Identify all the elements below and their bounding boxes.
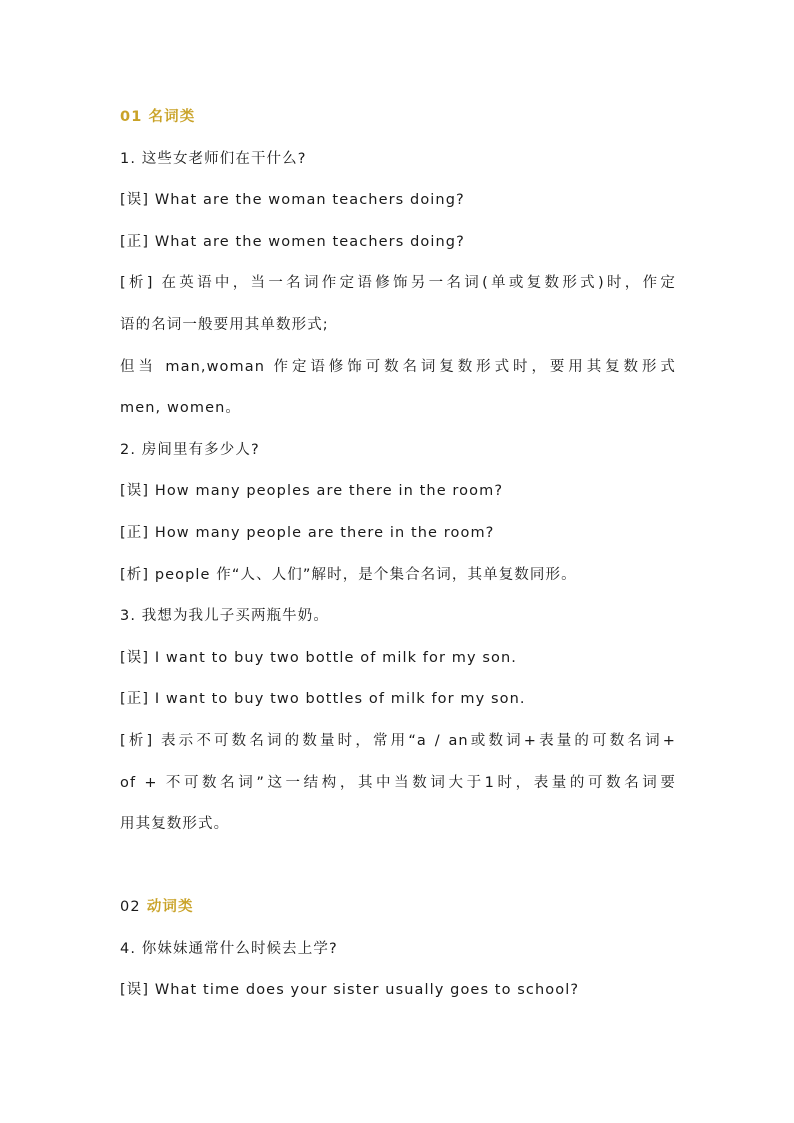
section-title: 名词类 <box>148 109 196 125</box>
analysis-1-line-3: 但当 man,woman 作定语修饰可数名词复数形式时，要用其复数形式 <box>120 358 676 375</box>
correct-sentence-1: [正] What are the women teachers doing? <box>120 233 465 250</box>
section-spacer <box>120 846 676 888</box>
document-page <box>120 97 676 1012</box>
analysis-3-line-3: 用其复数形式。 <box>120 816 230 833</box>
analysis-3-line-1: [析] 表示不可数名词的数量时，常用“a / an或数词+表量的可数名词+ <box>120 732 676 749</box>
wrong-sentence-2: [误] How many peoples are there in the room? <box>120 483 504 500</box>
section-heading-01 <box>120 97 676 139</box>
correct-sentence-3: [正] I want to buy two bottles of milk for my son. <box>120 691 526 708</box>
section-title: 动词类 <box>146 899 194 916</box>
question-2: 2. 房间里有多少人? <box>120 441 260 458</box>
section-number: 02 <box>120 899 141 916</box>
correct-sentence-2: [正] How many people are there in the room? <box>120 524 495 541</box>
question-4: 4. 你妹妹通常什么时候去上学? <box>120 940 338 957</box>
section-heading-02 <box>120 887 676 929</box>
wrong-sentence-1: [误] What are the woman teachers doing? <box>120 192 465 209</box>
analysis-2-line-1: [析] people 作“人、人们”解时，是个集合名词，其单复数同形。 <box>120 566 577 583</box>
wrong-sentence-3: [误] I want to buy two bottle of milk for my son. <box>120 649 517 666</box>
question-1: 1. 这些女老师们在干什么? <box>120 150 307 167</box>
wrong-sentence-4: [误] What time does your sister usually goes to school? <box>120 982 580 999</box>
question-3: 3. 我想为我儿子买两瓶牛奶。 <box>120 608 329 625</box>
analysis-1-line-4: men, women。 <box>120 400 242 417</box>
analysis-1-line-2: 语的名词一般要用其单数形式; <box>120 316 329 333</box>
section-number: 01 <box>120 109 143 125</box>
analysis-1-line-1: [析] 在英语中，当一名词作定语修饰另一名词(单或复数形式)时，作定 <box>120 275 676 292</box>
analysis-3-line-2: of + 不可数名词”这一结构，其中当数词大于1时，表量的可数名词要 <box>120 774 676 791</box>
